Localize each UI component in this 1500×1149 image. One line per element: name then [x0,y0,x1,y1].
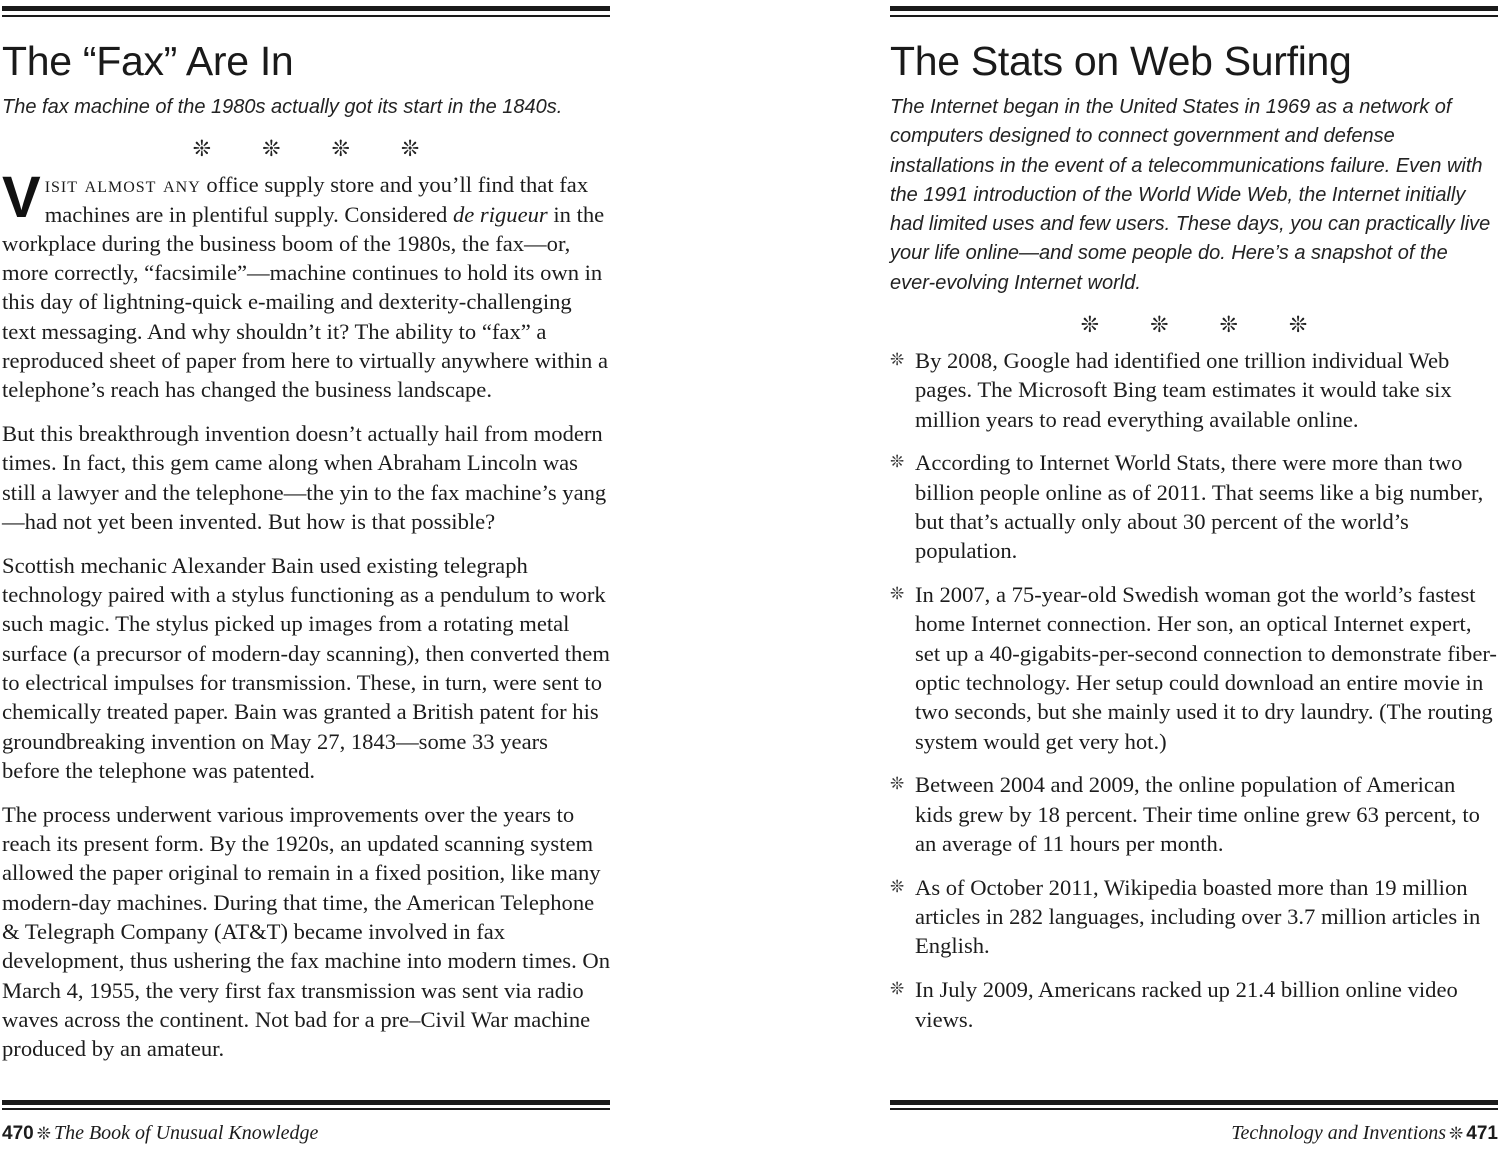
footer-rule-right [890,1100,1498,1110]
running-title-right: Technology and Inventions [1231,1122,1447,1144]
section-divider: ❊ ❊ ❊ ❊ [1080,313,1330,339]
list-item: ❊ In 2007, a 75-year-old Swedish woman got the world’s fastest home Internet connection. Her son, an optical Internet expert, set up a 40-gigabits-per-second connection to demonstrate fiber-optic technology. Her setup could download an entire movie in two seconds, but she mainly used it to dry laundry. (The routing system would get very hot.) [890,582,1497,754]
lead-in: isit almost any [44,172,201,198]
list-item: ❊ As of October 2011, Wikipedia boasted more than 19 million articles in 282 languages, including over 3.7 million articles in English. [890,874,1481,959]
asterism-bullet-icon: ❊ [890,452,905,473]
page-title: The Stats on Web Surfing [890,38,1352,84]
paragraph-1-italic: de rigueur [452,201,548,227]
footer-left [2,1120,610,1147]
paragraph-2: But this breakthrough invention doesn’t actually hail from modern times. In fact, this gem came along when Abraham Lincoln was still a lawyer and the telephone—the yin to the fax machine’s yang—had not yet been invented. But how is that possible? [2,421,607,535]
page-number-right: 471 [1466,1123,1498,1144]
footer-right [890,1120,1498,1147]
asterism-bullet-icon: ❊ [890,979,905,1000]
list-item: ❊ Between 2004 and 2009, the online population of American kids grew by 18 percent. Their time online grew 63 percent, to an average of 11 hours per month. [890,772,1480,857]
paragraph-1 [2,165,610,404]
right-page [890,0,1498,1048]
footer-star-icon: ❊ [1449,1124,1464,1144]
drop-cap: V [2,165,41,231]
asterism-bullet-icon: ❊ [890,584,905,605]
footer-rule-left [2,1100,610,1110]
list-item: ❊ In July 2009, Americans racked up 21.4 billion online video views. [890,977,1458,1032]
top-rule [890,6,1498,17]
running-title-left: The Book of Unusual Knowledge [53,1122,319,1144]
left-page [2,0,610,1078]
paragraph-1-text-b: in the workplace during the business boom of the 1980s, the fax—or, more correctly, “facsimile”—machine continues to hold its own in this day of lightning-quick e-mailing and dexterity-challenging text messaging. And why shouldn’t it? The ability to “fax” a reproduced sheet of paper from here to virtually anywhere within a telephone’s reach has changed the business landscape. [2,201,609,403]
page-subtitle: The fax machine of the 1980s actually got its start in the 1840s. [2,96,563,118]
list-item: ❊ According to Internet World Stats, there were more than two billion people online as of 2011. That seems like a big number, but that’s actually only about 30 percent of the world’s population. [890,450,1484,564]
paragraph-3: Scottish mechanic Alexander Bain used existing telegraph technology paired with a stylus functioning as a pendulum to work such magic. The stylus picked up images from a rotating metal surface (a precursor of modern-day scanning), then converted them to electrical impulses for transmission. These, in turn, were sent to chemically treated paper. Bain was granted a British patent for his groundbreaking invention on May 27, 1843—some 33 years before the telephone was patented. [2,552,610,783]
page-title: The “Fax” Are In [2,38,294,84]
list-item: ❊ By 2008, Google had identified one trillion individual Web pages. The Microsoft Bing team estimates it would take six million years to read everything available online. [890,348,1452,432]
top-rule [2,6,610,17]
page-number-left: 470 [2,1123,34,1144]
footer-star-icon: ❊ [36,1124,51,1144]
asterism-bullet-icon: ❊ [890,350,905,371]
asterism-bullet-icon: ❊ [890,876,905,897]
paragraph-1-text-a: office supply store and you’ll find that fax machines are in plentiful supply. Considered [44,172,589,227]
paragraph-4: The process underwent various improvements over the years to reach its present form. By the 1920s, an updated scanning system allowed the paper original to remain in a fixed position, like many modern-day machines. During that time, the American Telephone & Telegraph Company (AT&T) became involved in fax development, thus ushering the fax machine into modern times. On March 4, 1955, the very first fax transmission was sent via radio waves across the continent. Not bad for a pre–Civil War machine produced by an amateur. [2,801,611,1062]
asterism-bullet-icon: ❊ [890,774,905,795]
section-divider: ❊ ❊ ❊ ❊ [192,137,442,163]
page-subtitle: The Internet began in the United States in 1969 as a network of computers designed to connect government and defense installations in the event of a telecommunications failure. Even with the 1991 introduction of the World Wide Web, the Internet initially had limited uses and few users. These days, you can practically live your life online—and some people do. Here’s a snapshot of the ever-evolving Internet world. [890,96,1491,294]
stats-list [890,346,1498,1034]
